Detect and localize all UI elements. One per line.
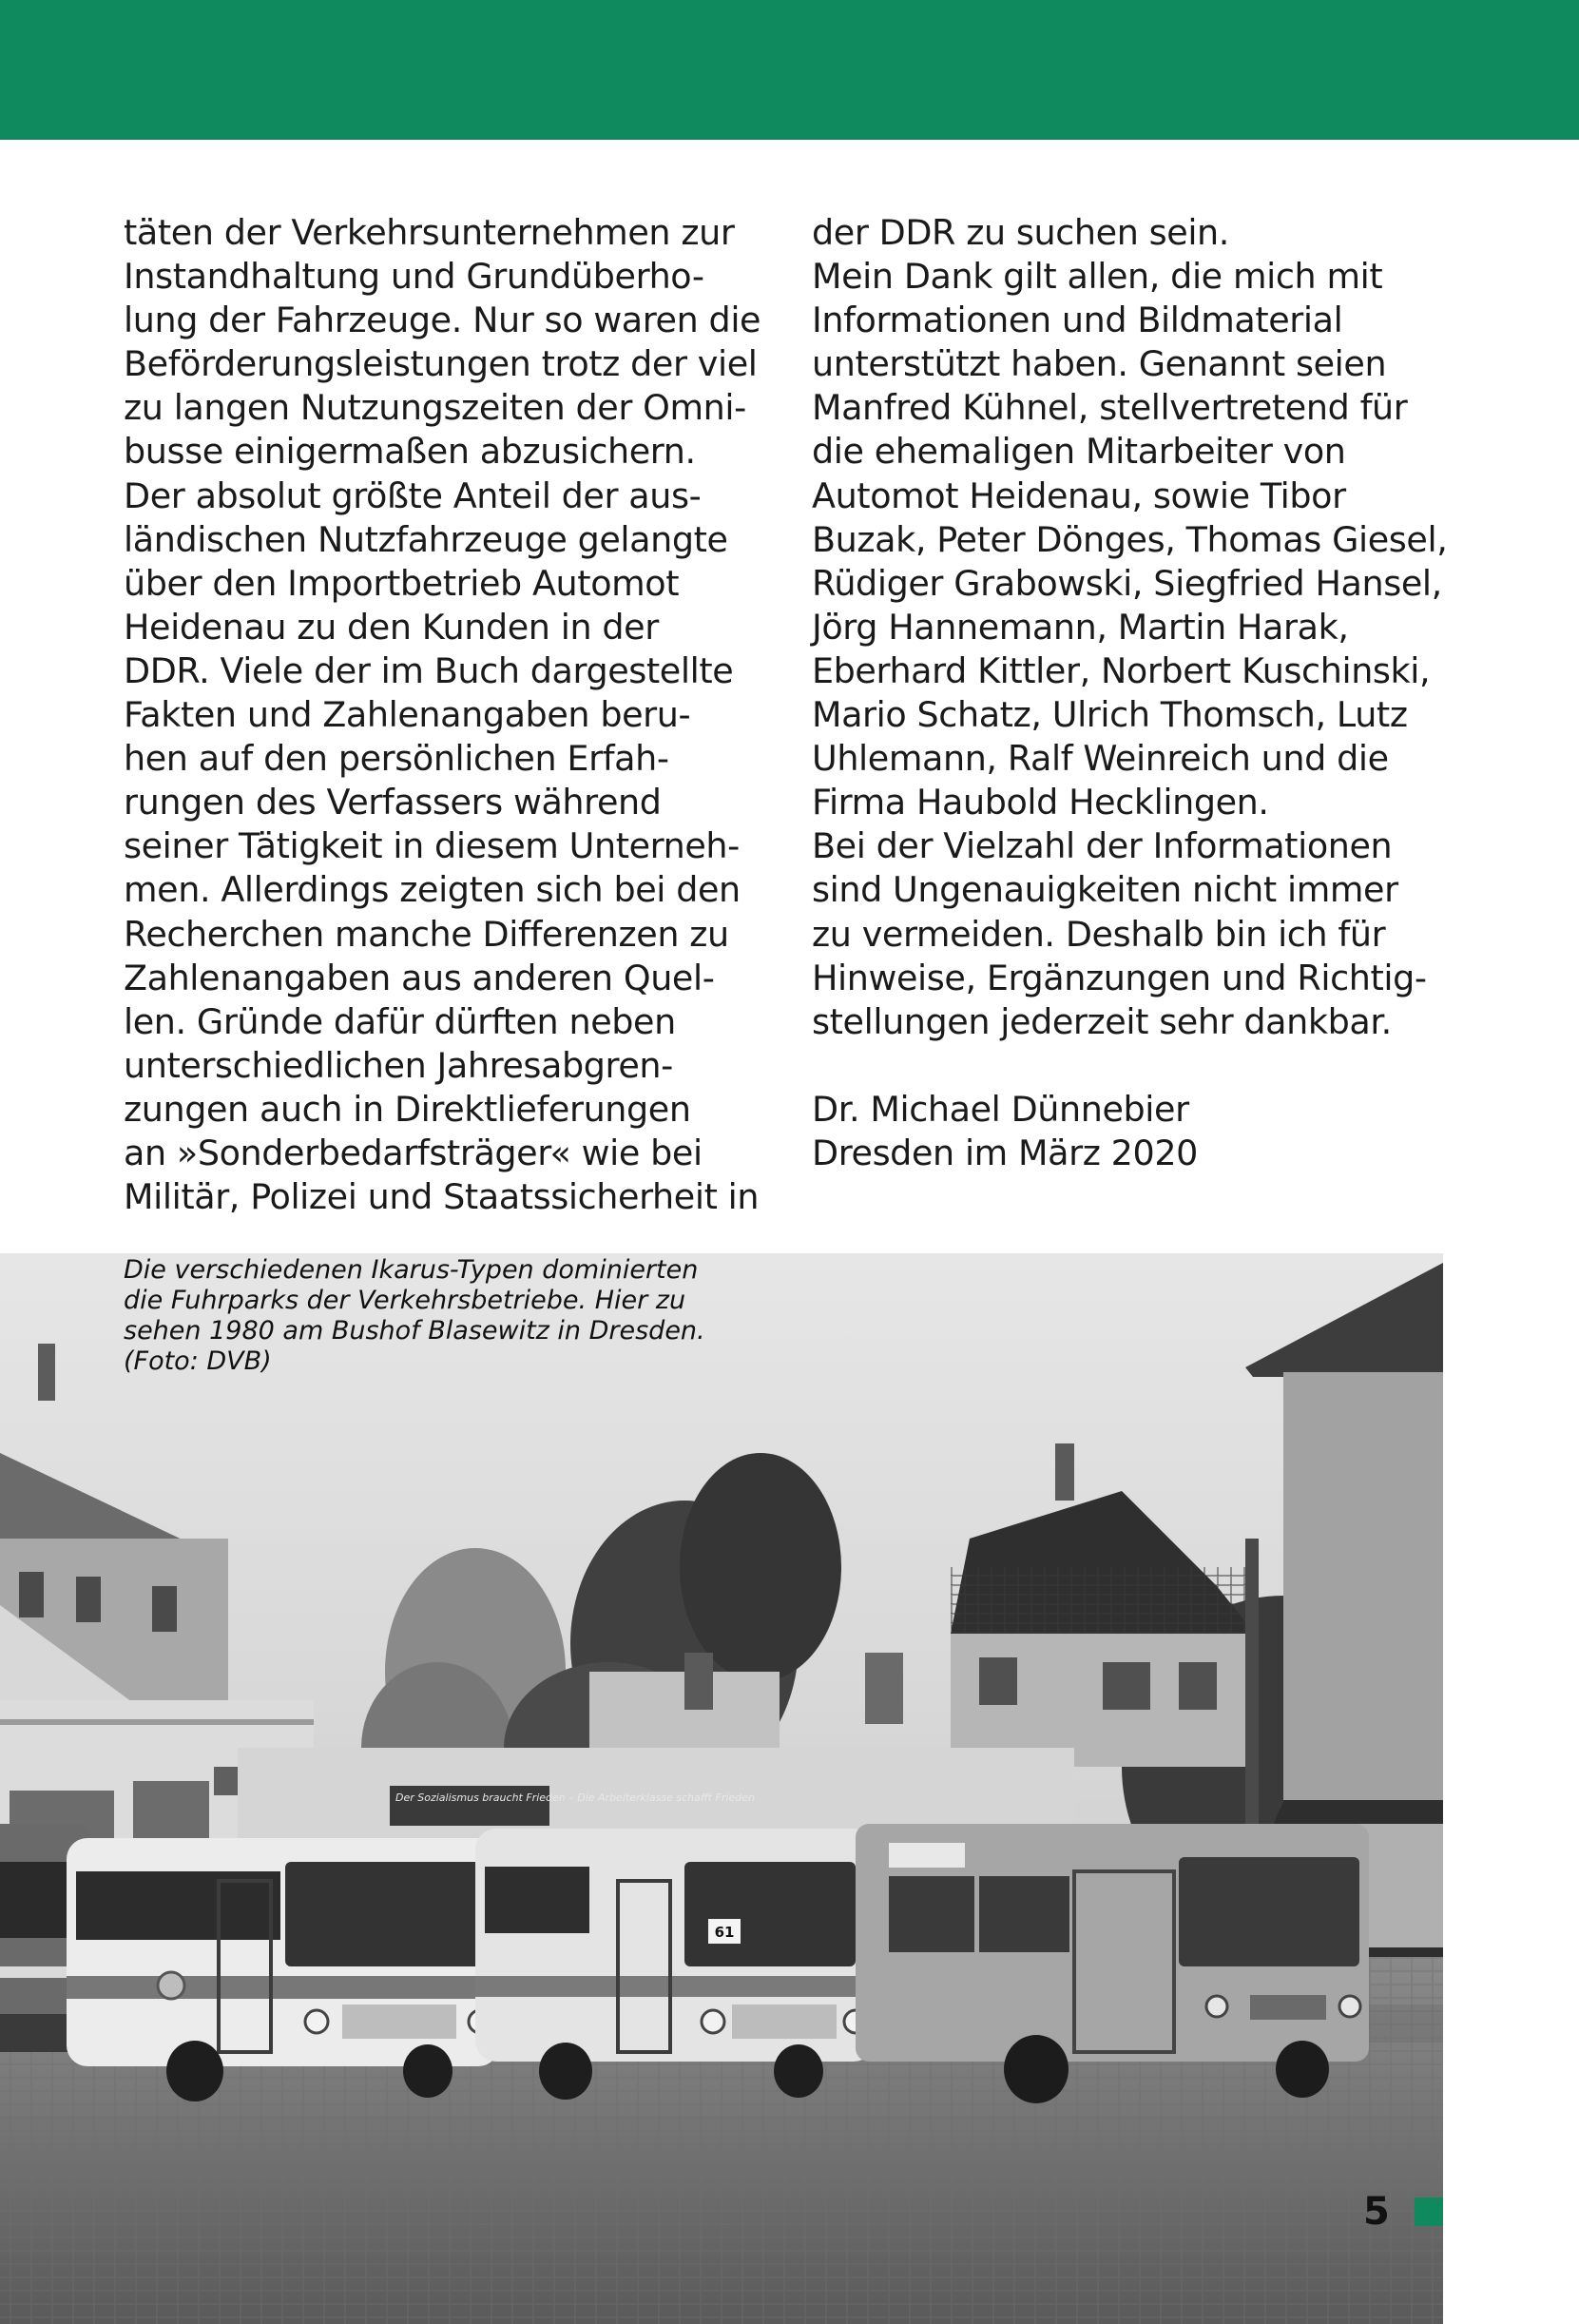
text-line: hen auf den persönlichen Erfah- [124,738,669,780]
caption-line: Die verschiedenen Ikarus-Typen dominierten [124,1255,699,1285]
caption-line: die Fuhrparks der Verkehrsbetriebe. Hier zu [124,1286,686,1315]
bus-2 [475,1829,875,2100]
text-line: Militär, Polizei und Staatssicherheit in [124,1176,760,1218]
text-line: Recherchen manche Differenzen zu [124,913,729,955]
text-line: Bei der Vielzahl der Informationen [812,825,1393,867]
text-line: lung der Fahrzeuge. Nur so waren die [124,300,761,341]
signature-name: Dr. Michael Dünnebier [812,1088,1189,1130]
caption-line: (Foto: DVB) [124,1346,272,1376]
text-line: Mario Schatz, Ulrich Thomsch, Lutz [812,694,1408,736]
text-line: Mein Dank gilt allen, die mich mit [812,256,1383,298]
text-line: die ehemaligen Mitarbeiter von [812,431,1346,473]
text-line: DDR. Viele der im Buch dargestellte [124,649,734,691]
caption-line: sehen 1980 am Bushof Blasewitz in Dresden. [124,1316,705,1346]
text-line: Instandhaltung und Grundüberho- [124,256,704,298]
text-line: ländischen Nutzfahrzeuge gelangte [124,518,728,560]
text-line: Zahlenangaben aus anderen Quel- [124,957,715,998]
header-bar [0,0,1579,140]
page-marker [1415,2198,1443,2226]
text-line: len. Gründe dafür dürften neben [124,1000,676,1042]
body-paragraph-left [124,211,789,1219]
text-line: stellungen jederzeit sehr dankbar. [812,1000,1392,1042]
text-line: men. Allerdings zeigten sich bei den [124,869,741,911]
text-line: Hinweise, Ergänzungen und Richtig- [812,957,1427,998]
text-line: unterstützt haben. Genannt seien [812,343,1387,385]
text-line: Beförderungsleistungen trotz der viel [124,343,758,385]
text-line: der DDR zu suchen sein. [812,212,1229,253]
text-line: über den Importbetrieb Automot [124,562,680,604]
signature-block [812,1088,1477,1175]
text-line: zu langen Nutzungszeiten der Omni- [124,387,746,429]
text-line: busse einigermaßen abzusichern. [124,431,696,473]
bus-3 [856,1824,1369,2103]
text-line: Eberhard Kittler, Norbert Kuschinski, [812,649,1431,691]
text-line: täten der Verkehrsunternehmen zur [124,212,735,253]
building-sign: Der Sozialismus braucht Frieden – Die Arbeiterklasse schafft Frieden [395,1791,756,1804]
text-line: seiner Tätigkeit in diesem Unterneh- [124,825,740,867]
text-line: Automot Heidenau, sowie Tibor [812,474,1346,516]
text-line: Firma Haubold Hecklingen. [812,782,1269,823]
bus-1 [67,1838,499,2101]
text-line: Jörg Hannemann, Martin Harak, [812,606,1349,648]
text-line: zu vermeiden. Deshalb bin ich für [812,913,1386,955]
text-line: Uhlemann, Ralf Weinreich und die [812,738,1389,780]
text-line: Fakten und Zahlenangaben beru- [124,694,691,736]
text-line: zungen auch in Direktlieferungen [124,1088,691,1130]
bus-route-number: 61 [714,1924,735,1941]
text-line: unterschiedlichen Jahresabgren- [124,1044,673,1086]
text-line: Manfred Kühnel, stellvertretend für [812,387,1408,429]
text-line: Heidenau zu den Kunden in der [124,606,659,648]
page-number: 5 [1363,2190,1390,2234]
left-text-column [124,211,789,1219]
text-line: an »Sonderbedarfsträger« wie bei [124,1132,703,1173]
text-line: rungen des Verfassers während [124,782,662,823]
text-line: Rüdiger Grabowski, Siegfried Hansel, [812,562,1442,604]
photo-caption [124,1255,770,1377]
signature-place-date: Dresden im März 2020 [812,1132,1198,1173]
text-line: Informationen und Bildmaterial [812,300,1343,341]
bus-depot-photo [0,1253,1443,2324]
text-line: Der absolut größte Anteil der aus- [124,474,702,516]
right-text-column [812,211,1477,1175]
text-line: Buzak, Peter Dönges, Thomas Giesel, [812,518,1448,560]
text-line: sind Ungenauigkeiten nicht immer [812,869,1398,911]
body-paragraph-right [812,211,1477,1044]
